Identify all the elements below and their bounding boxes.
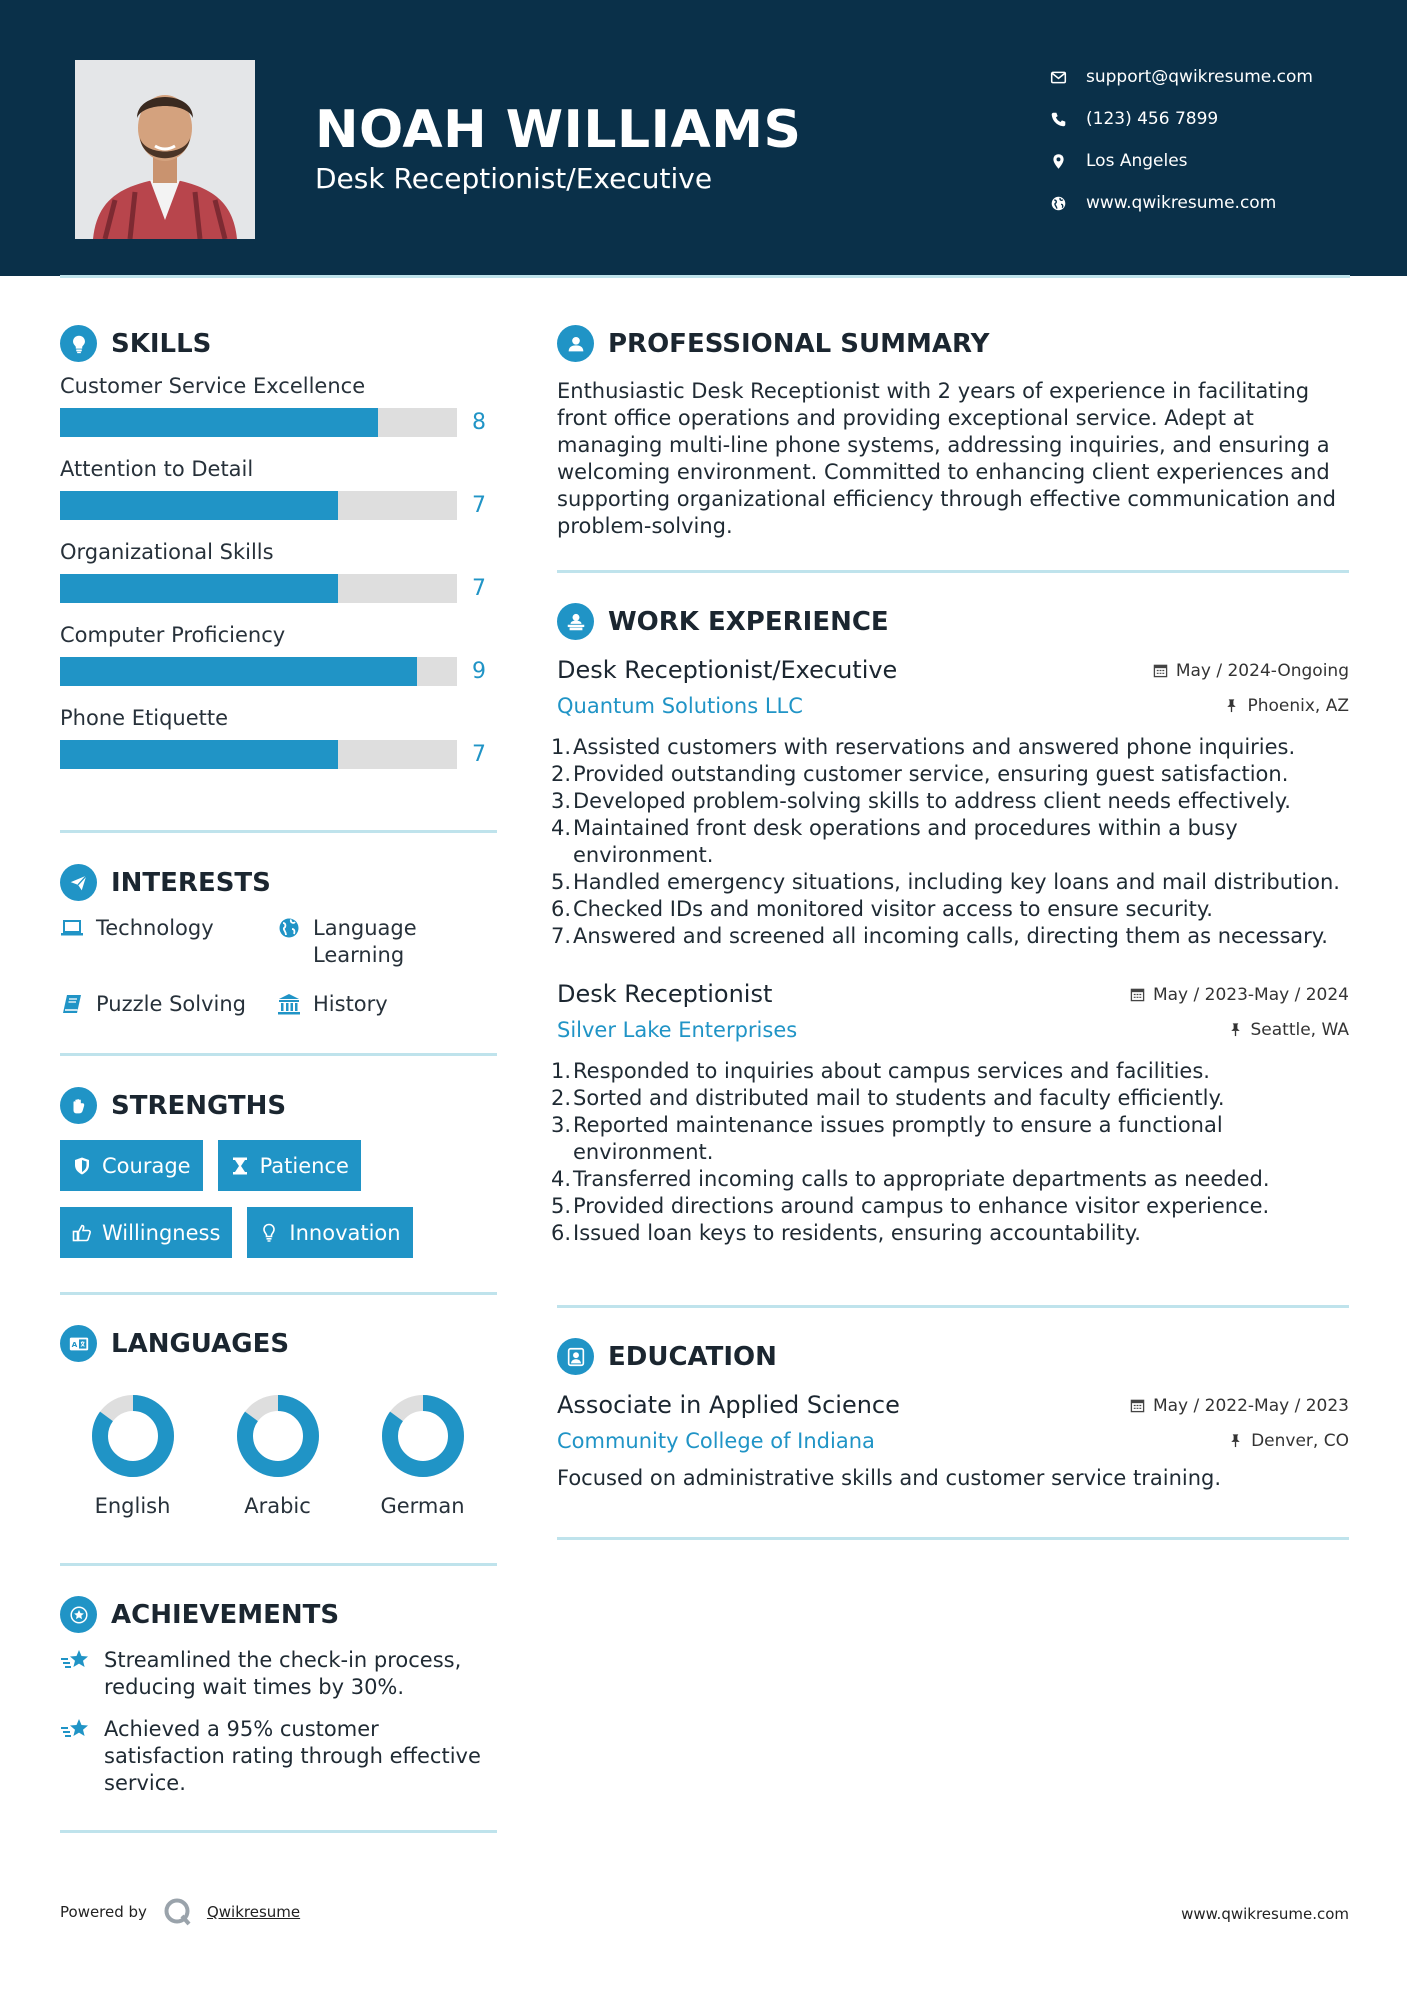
education-dates-text: May / 2022-May / 2023 [1152,1395,1349,1416]
language-icon [60,1325,97,1362]
achievement-item [60,1647,497,1701]
summary-section [557,325,1349,540]
graduate-icon [557,1338,594,1375]
education-description: Focused on administrative skills and customer service training. [557,1466,1222,1490]
lightbulb-icon [259,1223,279,1243]
pushpin-icon [1228,1433,1243,1448]
contact-email-text: support@qwikresume.com [1086,67,1313,87]
skill-bar-fill [60,408,378,437]
bullet-item: 2. Sorted and distributed mail to students and faculty efficiently. [551,1086,1225,1110]
skill-value: 7 [472,493,486,518]
candidate-title: Desk Receptionist/Executive [315,162,713,195]
skill-label: Phone Etiquette [60,706,229,730]
strength-tag [60,1207,232,1258]
bullet-item: 4. Transferred incoming calls to appropriate departments as needed. [551,1167,1270,1191]
skill-item [60,540,497,603]
receptionist-icon [557,603,594,640]
user-icon [557,325,594,362]
footer-powered-by [60,1897,300,1927]
job-location [1224,696,1349,716]
languages-list [60,1392,497,1518]
museum-icon [277,992,301,1016]
achievements-list [60,1647,497,1797]
laptop-icon [60,916,84,940]
interests-list [60,915,497,1018]
job-location-text: Seattle, WA [1250,1019,1349,1040]
skill-item [60,457,497,520]
skill-value: 9 [472,659,486,684]
skills-heading-text: SKILLS [111,328,212,359]
interest-label: History [313,992,388,1016]
pushpin-icon [1224,698,1239,713]
skill-bar-fill [60,740,338,769]
achievement-text: Achieved a 95% customer satisfaction rating through effective service. [104,1717,481,1795]
strengths-section [60,1087,497,1258]
bullet-item: 2. Provided outstanding customer service, ensuring guest satisfaction. [551,762,1289,786]
book-icon [60,992,84,1016]
contact-phone-text: (123) 456 7899 [1086,109,1219,129]
section-divider [557,1305,1349,1308]
job-title: Desk Receptionist/Executive [557,656,898,684]
section-divider [557,570,1349,573]
achievements-heading [60,1596,497,1633]
globe-icon [1050,195,1086,212]
skill-value: 7 [472,576,486,601]
job-bullets [551,1058,1349,1247]
contact-list [1050,56,1390,224]
bullet-item: 6. Checked IDs and monitored visitor access to ensure security. [551,897,1213,921]
skill-bar-track [60,408,457,437]
shooting-star-icon [60,1716,92,1742]
experience-section [551,603,1349,1247]
company-name: Quantum Solutions LLC [557,694,803,718]
achievement-item [60,1716,497,1797]
job-entry [551,656,1349,950]
skill-item [60,374,497,437]
thumbs-up-icon [72,1223,92,1243]
achievement-text: Streamlined the check-in process, reducing wait times by 30%. [104,1648,462,1699]
skill-item [60,706,497,769]
achievements-heading-text: ACHIEVEMENTS [111,1599,340,1630]
education-heading-text: EDUCATION [608,1341,777,1372]
skills-heading [60,325,497,362]
education-location [1228,1431,1349,1451]
skill-bar-track [60,740,457,769]
language-label: English [94,1494,171,1518]
job-dates-text: May / 2023-May / 2024 [1152,984,1349,1005]
interests-heading-text: INTERESTS [111,867,271,898]
contact-email[interactable] [1050,56,1390,98]
education-heading [557,1338,1349,1375]
language-item [205,1392,350,1518]
contact-website[interactable] [1050,182,1390,224]
bullet-item: 1. Assisted customers with reservations and answered phone inquiries. [551,735,1296,759]
languages-section [60,1325,497,1518]
paper-plane-icon [60,864,97,901]
strength-tag [247,1207,412,1258]
envelope-icon [1050,69,1086,86]
interests-section [60,864,497,1018]
skill-bar-track [60,657,457,686]
education-entry [557,1391,1349,1492]
languages-heading-text: LANGUAGES [111,1328,290,1359]
pushpin-icon [1228,1022,1243,1037]
bullet-item: 3. Reported maintenance issues promptly to ensure a functional environment. [551,1113,1223,1164]
education-section [557,1338,1349,1492]
phone-icon [1050,111,1086,128]
language-label: Arabic [244,1494,311,1518]
skill-bar-fill [60,657,417,686]
strengths-heading-text: STRENGTHS [111,1090,287,1121]
job-title: Desk Receptionist [557,980,773,1008]
fist-icon [60,1087,97,1124]
skill-bar-track [60,574,457,603]
language-donut-chart [379,1392,467,1480]
job-dates [1130,985,1349,1005]
company-name: Silver Lake Enterprises [557,1018,798,1042]
job-location-text: Phoenix, AZ [1247,695,1349,716]
footer-website[interactable]: www.qwikresume.com [1181,1905,1349,1923]
bullet-item: 5. Handled emergency situations, including key loans and mail distribution. [551,870,1340,894]
powered-by-text: Powered by [60,1903,147,1921]
education-dates [1130,1396,1349,1416]
interest-label: Puzzle Solving [96,992,246,1016]
language-label: German [380,1494,465,1518]
summary-text: Enthusiastic Desk Receptionist with 2 years of experience in facilitating front office operations and providing exceptional service. Adept at managing multi-line phone systems, addressing inquiries, and ensuring a welcoming environment. Committed to enhancing client experiences and supporting organizational efficiency through effective communication and problem-solving. [557,379,1336,538]
candidate-name: NOAH WILLIAMS [315,100,802,160]
hourglass-icon [230,1156,250,1176]
summary-heading [557,325,1349,362]
skill-bar-fill [60,574,338,603]
strengths-row [60,1140,497,1191]
header-divider [60,275,1350,278]
experience-heading [557,603,1349,640]
skills-section [60,325,497,789]
interest-item [277,991,497,1018]
skill-label: Computer Proficiency [60,623,286,647]
lightbulb-icon [60,325,97,362]
section-divider [557,1537,1349,1540]
section-divider [60,1053,497,1056]
strength-label: Patience [259,1153,349,1178]
map-pin-icon [1050,153,1086,170]
bullet-item: 1. Responded to inquiries about campus services and facilities. [551,1059,1210,1083]
bullet-item: 5. Provided directions around campus to enhance visitor experience. [551,1194,1270,1218]
contact-location-text: Los Angeles [1086,151,1188,171]
job-location [1228,1020,1350,1040]
strengths-heading [60,1087,497,1124]
skill-value: 8 [472,410,486,435]
section-divider [60,1292,497,1295]
qwikresume-logo-icon [163,1897,193,1927]
interest-item [277,915,497,969]
job-dates [1153,661,1349,681]
skill-label: Organizational Skills [60,540,274,564]
shield-icon [72,1156,92,1176]
contact-phone[interactable] [1050,98,1390,140]
skill-label: Customer Service Excellence [60,374,366,398]
contact-location [1050,140,1390,182]
interest-item [60,915,277,969]
interest-label: Language Learning [313,916,417,967]
section-divider [60,1563,497,1566]
strength-label: Innovation [289,1220,401,1245]
achievements-section [60,1596,497,1812]
language-donut-chart [89,1392,177,1480]
skill-bar-track [60,491,457,520]
interest-item [60,991,277,1018]
interests-heading [60,864,497,901]
contact-website-text: www.qwikresume.com [1086,193,1277,213]
resume-header [0,0,1407,276]
language-item [60,1392,205,1518]
language-item [350,1392,495,1518]
bullet-item: 4. Maintained front desk operations and procedures within a busy environment. [551,816,1238,867]
skills-list [60,374,497,769]
skill-bar-fill [60,491,338,520]
shooting-star-icon [60,1647,92,1673]
skill-item [60,623,497,686]
bullet-item: 7. Answered and screened all incoming calls, directing them as necessary. [551,924,1328,948]
person-portrait-image [75,60,255,239]
skill-value: 7 [472,742,486,767]
skill-label: Attention to Detail [60,457,254,481]
job-entry [551,980,1349,1247]
experience-heading-text: WORK EXPERIENCE [608,606,889,637]
bullet-item: 6. Issued loan keys to residents, ensuring accountability. [551,1221,1141,1245]
degree-title: Associate in Applied Science [557,1391,900,1419]
strengths-row [60,1207,497,1258]
calendar-icon [1153,663,1168,678]
strength-tag [60,1140,203,1191]
star-badge-icon [60,1596,97,1633]
strength-label: Courage [102,1153,191,1178]
education-location-text: Denver, CO [1251,1430,1349,1451]
job-bullets [551,734,1349,950]
globe-icon [277,916,301,940]
svg-text:A: A [71,1339,77,1349]
calendar-icon [1130,1398,1145,1413]
summary-heading-text: PROFESSIONAL SUMMARY [608,328,990,359]
interest-label: Technology [96,916,214,940]
section-divider [60,1830,497,1833]
profile-photo [75,60,255,239]
calendar-icon [1130,987,1145,1002]
languages-heading [60,1325,497,1362]
qwikresume-link[interactable]: Qwikresume [206,1903,301,1921]
section-divider [60,830,497,833]
bullet-item: 3. Developed problem-solving skills to address client needs effectively. [551,789,1291,813]
strength-label: Willingness [102,1220,221,1245]
school-name: Community College of Indiana [557,1429,875,1453]
job-dates-text: May / 2024-Ongoing [1175,660,1349,681]
language-donut-chart [234,1392,322,1480]
strength-tag [218,1140,361,1191]
